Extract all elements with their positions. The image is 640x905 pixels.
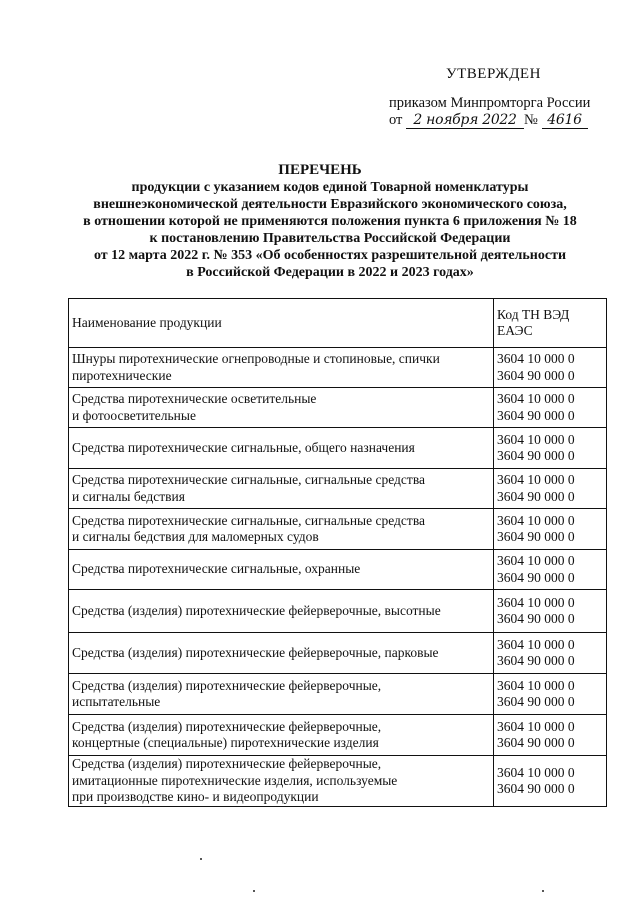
table-row	[69, 428, 607, 469]
product-name-line: Средства (изделия) пиротехнические фейерверочные,	[72, 756, 382, 772]
scan-speck	[200, 858, 202, 860]
approved-label: УТВЕРЖДЕН	[446, 66, 541, 82]
code-value: 3604 90 000 0	[497, 653, 575, 668]
table-header-row	[69, 299, 607, 348]
code-value: 3604 90 000 0	[497, 611, 575, 626]
code-value: 3604 10 000 0	[497, 553, 575, 568]
code-cell	[494, 388, 607, 428]
code-cell	[494, 674, 607, 715]
code-value: 3604 90 000 0	[497, 488, 575, 504]
code-value: 3604 90 000 0	[497, 569, 575, 585]
code-cell	[494, 550, 607, 590]
handwritten-date-text: 2 ноября 2022	[413, 112, 517, 128]
product-name-line: концертные (специальные) пиротехнические изделия	[72, 735, 379, 750]
product-name-line: пиротехнические	[72, 367, 172, 383]
code-cell	[494, 633, 607, 674]
product-name-cell	[69, 715, 494, 756]
product-name-cell	[69, 388, 494, 428]
scan-speck	[253, 890, 255, 892]
product-name-line: Средства пиротехнические сигнальные, охранные	[72, 561, 361, 577]
code-value: 3604 10 000 0	[497, 472, 575, 487]
code-value: 3604 10 000 0	[497, 636, 575, 652]
product-name-line: испытательные	[72, 694, 161, 709]
header-code	[494, 299, 607, 348]
from-label: от	[389, 112, 403, 128]
subtitle-line: в отношении которой не применяются положения пункта 6 приложения № 18	[83, 214, 577, 230]
subtitle-line: в Российской Федерации в 2022 и 2023 годах»	[186, 265, 474, 281]
code-value: 3604 90 000 0	[497, 407, 575, 423]
product-name-line: Средства пиротехнические сигнальные, сигнальные средства	[72, 512, 426, 528]
table-row	[69, 550, 607, 590]
product-name-line: и фотоосветительные	[72, 407, 196, 423]
product-name-cell	[69, 674, 494, 715]
header-code-line: Код ТН ВЭД	[497, 306, 570, 322]
product-name-line: Средства (изделия) пиротехнические фейерверочные, парковые	[72, 644, 439, 660]
product-name-line: Шнуры пиротехнические огнепроводные и стопиновые, спички	[72, 351, 440, 366]
product-name-line: и сигналы бедствия для маломерных судов	[72, 529, 319, 544]
product-name-line: при производстве кино- и видеопродукции	[72, 789, 319, 805]
code-value: 3604 90 000 0	[497, 694, 575, 709]
code-cell	[494, 348, 607, 388]
table-row	[69, 509, 607, 550]
product-name-line: и сигналы бедствия	[72, 488, 185, 504]
code-value: 3604 10 000 0	[497, 512, 575, 528]
products-table	[68, 298, 607, 807]
table-row	[69, 590, 607, 633]
code-cell	[494, 469, 607, 509]
product-name-cell	[69, 633, 494, 674]
code-value: 3604 10 000 0	[497, 718, 575, 734]
code-cell	[494, 509, 607, 550]
page-title: ПЕРЕЧЕНЬ	[278, 162, 362, 178]
order-date-line	[389, 112, 588, 129]
product-name-cell	[69, 348, 494, 388]
product-name-line: Средства пиротехнические сигнальные, общего назначения	[72, 439, 415, 455]
code-value: 3604 10 000 0	[497, 431, 575, 447]
product-name-cell	[69, 550, 494, 590]
subtitle-line: продукции с указанием кодов единой Товарной номенклатуры	[131, 180, 529, 195]
number-label: №	[524, 112, 538, 128]
code-value: 3604 90 000 0	[497, 367, 575, 383]
product-name-line: Средства (изделия) пиротехнические фейерверочные,	[72, 677, 382, 693]
product-name-cell	[69, 469, 494, 509]
product-name-cell	[69, 590, 494, 633]
code-cell	[494, 715, 607, 756]
table-row	[69, 469, 607, 509]
product-name-cell	[69, 756, 494, 807]
subtitle-line: от 12 марта 2022 г. № 353 «Об особенностях разрешительной деятельности	[93, 248, 567, 264]
code-value: 3604 90 000 0	[497, 735, 575, 750]
table-row	[69, 715, 607, 756]
product-name-line: Средства (изделия) пиротехнические фейерверочные, высотные	[72, 602, 441, 618]
code-value: 3604 10 000 0	[497, 594, 575, 610]
product-name-line: имитационные пиротехнические изделия, используемые	[72, 772, 398, 788]
code-cell	[494, 590, 607, 633]
code-value: 3604 90 000 0	[497, 529, 575, 544]
code-value: 3604 10 000 0	[497, 351, 575, 366]
header-name: Наименование продукции	[69, 299, 494, 348]
table-row	[69, 633, 607, 674]
table-row	[69, 756, 607, 807]
product-name-line: Средства (изделия) пиротехнические фейерверочные,	[72, 718, 382, 734]
subtitle-line: к постановлению Правительства Российской Федерации	[149, 231, 511, 247]
table-row	[69, 674, 607, 715]
handwritten-number-text: 4616	[547, 112, 582, 128]
order-text: приказом Минпромторга России	[389, 95, 591, 111]
page-subtitle	[60, 179, 600, 282]
handwritten-date	[406, 113, 524, 129]
product-name-cell	[69, 428, 494, 469]
header-code-line: ЕАЭС	[497, 323, 533, 338]
code-value: 3604 10 000 0	[497, 677, 575, 693]
code-value: 3604 90 000 0	[497, 448, 575, 463]
subtitle-line: внешнеэкономической деятельности Евразийского экономического союза,	[93, 197, 567, 213]
product-name-line: Средства пиротехнические сигнальные, сигнальные средства	[72, 472, 426, 487]
table-row	[69, 388, 607, 428]
code-value: 3604 10 000 0	[497, 764, 575, 780]
product-name-line: Средства пиротехнические осветительные	[72, 391, 317, 406]
scan-speck	[542, 890, 544, 892]
code-value: 3604 90 000 0	[497, 781, 575, 796]
product-name-cell	[69, 509, 494, 550]
code-cell	[494, 756, 607, 807]
table-row	[69, 348, 607, 388]
code-value: 3604 10 000 0	[497, 391, 575, 406]
handwritten-number	[542, 113, 588, 129]
code-cell	[494, 428, 607, 469]
